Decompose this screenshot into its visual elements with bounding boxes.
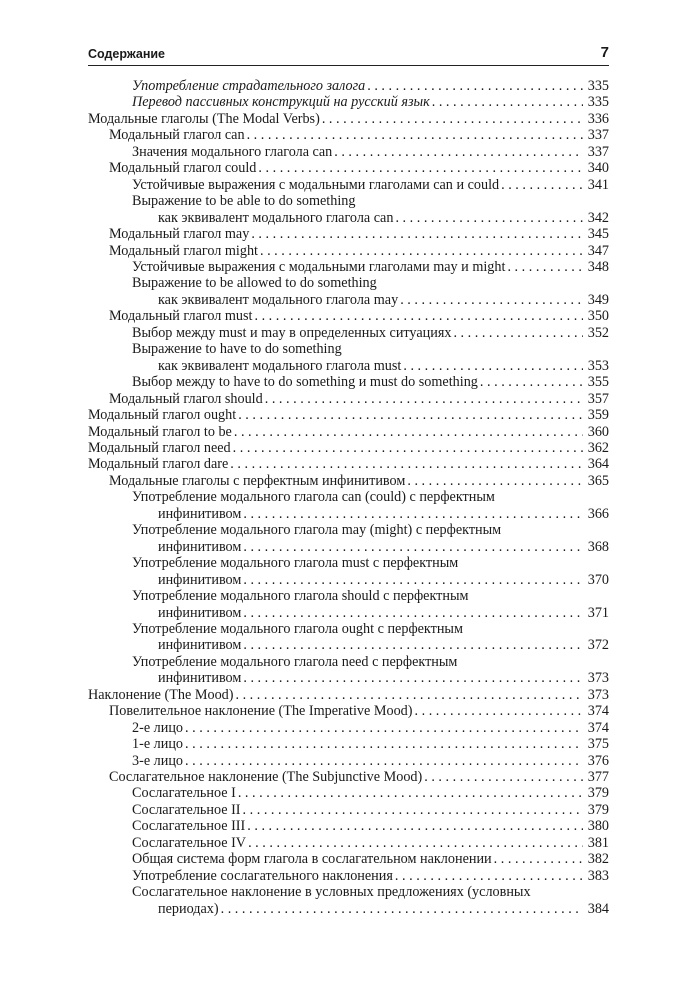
dot-leader [238, 407, 583, 423]
toc-entry [88, 720, 609, 736]
dot-leader [494, 851, 583, 867]
toc-entry-page: 341 [587, 176, 609, 193]
toc-entry-page: 337 [587, 127, 609, 144]
toc-entry [88, 94, 609, 110]
toc-entry [88, 391, 609, 407]
toc-entry [88, 736, 609, 752]
toc-entry-title: инфинитивом [158, 505, 242, 522]
toc-entry [88, 407, 609, 423]
toc-entry [88, 687, 609, 703]
toc-entry [88, 753, 609, 769]
toc-entry [88, 243, 609, 259]
dot-leader [247, 818, 583, 834]
toc-entry [88, 374, 609, 390]
toc-entry-title: Выражение to be allowed to do something [132, 275, 377, 292]
toc-entry [88, 901, 609, 917]
dot-leader [185, 720, 583, 736]
dot-leader [480, 374, 583, 390]
dot-leader [238, 785, 583, 801]
dot-leader [235, 687, 583, 703]
toc-entry-page: 336 [587, 110, 609, 127]
dot-leader [424, 769, 583, 785]
toc-entry [88, 127, 609, 143]
toc-entry-title: Выражение to be able to do something [132, 193, 356, 210]
toc-entry-title: Модальные глаголы (The Modal Verbs) [88, 110, 320, 127]
toc-entry-page: 353 [587, 357, 609, 374]
toc-entry-title: Употребление модального глагола should с перфектным [132, 588, 469, 605]
toc-entry [88, 572, 609, 588]
dot-leader [185, 753, 583, 769]
toc-entry-page: 382 [587, 851, 609, 868]
toc-entry-page: 360 [587, 423, 609, 440]
toc-entry-title: как эквивалент модального глагола may [158, 291, 399, 308]
toc-entry-page: 381 [587, 834, 609, 851]
toc-entry [88, 539, 609, 555]
toc-entry [88, 588, 609, 604]
toc-entry [88, 358, 609, 374]
toc-entry-page: 365 [587, 472, 609, 489]
toc-entry [88, 785, 609, 801]
toc-entry [88, 506, 609, 522]
dot-leader [243, 605, 583, 621]
dot-leader [395, 868, 583, 884]
toc-entry-page: 357 [587, 390, 609, 407]
dot-leader [258, 160, 583, 176]
toc-entry-page: 345 [587, 226, 609, 243]
toc-entry-page: 337 [587, 143, 609, 160]
toc-entry [88, 160, 609, 176]
toc-entry [88, 851, 609, 867]
toc-entry-page: 340 [587, 160, 609, 177]
toc-entry-title: Общая система форм глагола в сослагательном наклонении [132, 851, 492, 868]
toc-entry-title: Повелительное наклонение (The Imperative Mood) [109, 703, 413, 720]
toc-entry [88, 210, 609, 226]
toc-entry [88, 868, 609, 884]
toc-entry [88, 275, 609, 291]
toc-entry [88, 769, 609, 785]
toc-entry-title: 2-е лицо [132, 719, 184, 736]
dot-leader [243, 572, 583, 588]
toc-entry-page: 373 [587, 686, 609, 703]
toc-entry-title: Устойчивые выражения с модальными глаголами may и might [132, 258, 506, 275]
dot-leader [415, 703, 584, 719]
dot-leader [243, 670, 583, 686]
toc-entry-page: 372 [587, 637, 609, 654]
dot-leader [247, 127, 583, 143]
toc-entry [88, 621, 609, 637]
dot-leader [221, 901, 583, 917]
toc-entry-page: 342 [587, 209, 609, 226]
toc-entry-title: Модальный глагол can [109, 127, 245, 144]
dot-leader [403, 358, 583, 374]
toc-entry-page: 359 [587, 407, 609, 424]
dot-leader [234, 424, 583, 440]
toc-entry-title: Употребление модального глагола can (could) с перфектным [132, 489, 495, 506]
toc-entry-page: 368 [587, 538, 609, 555]
toc-entry-title: Модальный глагол need [88, 439, 231, 456]
toc-entry-page: 355 [587, 374, 609, 391]
toc-entry [88, 325, 609, 341]
toc-entry [88, 292, 609, 308]
toc-entry [88, 193, 609, 209]
dot-leader [507, 259, 583, 275]
toc-entry-page: 366 [587, 505, 609, 522]
toc-entry-page: 380 [587, 818, 609, 835]
toc-entry-title: Употребление модального глагола must с перфектным [132, 555, 459, 572]
dot-leader [260, 243, 583, 259]
toc-entry [88, 654, 609, 670]
toc-entry-title: Употребление страдательного залога [132, 78, 366, 94]
toc-entry [88, 670, 609, 686]
dot-leader [248, 835, 583, 851]
toc-entry-title: инфинитивом [158, 604, 242, 621]
toc-entry-title: Устойчивые выражения с модальными глаголами can и could [132, 176, 500, 193]
toc-entry [88, 78, 609, 94]
toc-entry-page: 348 [587, 258, 609, 275]
toc-entry [88, 259, 609, 275]
dot-leader [322, 111, 583, 127]
dot-leader [400, 292, 583, 308]
toc-entry-title: Модальный глагол might [109, 242, 258, 259]
toc-entry [88, 341, 609, 357]
dot-leader [432, 94, 583, 110]
table-of-contents [88, 78, 609, 917]
toc-entry-title: Модальный глагол to be [88, 423, 232, 440]
dot-leader [334, 144, 583, 160]
page-number: 7 [600, 44, 609, 61]
toc-entry [88, 177, 609, 193]
section-title: Содержание [88, 47, 166, 61]
dot-leader [367, 78, 583, 94]
dot-leader [395, 210, 583, 226]
toc-entry [88, 802, 609, 818]
toc-entry [88, 111, 609, 127]
toc-entry-title: Употребление модального глагола need с перфектным [132, 653, 458, 670]
toc-entry-title: Выбор между must и may в определенных ситуациях [132, 324, 452, 341]
toc-entry [88, 473, 609, 489]
toc-entry-title: периодах) [158, 900, 219, 917]
toc-entry-title: 3-е лицо [132, 752, 184, 769]
toc-entry-title: Употребление сослагательного наклонения [132, 867, 393, 884]
toc-entry [88, 818, 609, 834]
toc-entry-title: Перевод пассивных конструкций на русский язык [132, 94, 430, 111]
toc-entry [88, 884, 609, 900]
dot-leader [243, 506, 583, 522]
toc-entry-title: Употребление модального глагола may (might) с перфектным [132, 522, 502, 539]
toc-entry [88, 424, 609, 440]
toc-entry-title: Сослагательное наклонение в условных предложениях (условных [132, 884, 531, 901]
toc-entry-page: 379 [587, 785, 609, 802]
toc-entry-title: Модальный глагол should [109, 390, 263, 407]
toc-entry-page: 373 [587, 670, 609, 687]
toc-entry-title: Модальные глаголы с перфектным инфинитивом [109, 472, 406, 489]
toc-entry-title: инфинитивом [158, 538, 242, 555]
toc-entry-title: Сослагательное III [132, 818, 246, 835]
toc-entry-page: 384 [587, 900, 609, 917]
toc-entry-page: 335 [587, 94, 609, 111]
toc-entry [88, 637, 609, 653]
toc-entry-title: Выбор между to have to do something и must do something [132, 374, 478, 391]
toc-entry-page: 374 [587, 719, 609, 736]
toc-entry [88, 522, 609, 538]
dot-leader [185, 736, 583, 752]
toc-entry-title: Сослагательное II [132, 801, 241, 818]
toc-entry-title: Выражение to have to do something [132, 341, 342, 358]
toc-entry [88, 456, 609, 472]
dot-leader [230, 456, 583, 472]
toc-entry [88, 226, 609, 242]
toc-entry-page: 349 [587, 291, 609, 308]
toc-entry [88, 144, 609, 160]
toc-entry-title: инфинитивом [158, 670, 242, 687]
toc-entry [88, 605, 609, 621]
toc-entry-page: 383 [587, 867, 609, 884]
dot-leader [453, 325, 583, 341]
toc-entry-page: 352 [587, 324, 609, 341]
toc-entry-page: 379 [587, 801, 609, 818]
toc-entry [88, 703, 609, 719]
toc-entry [88, 489, 609, 505]
dot-leader [243, 539, 583, 555]
toc-entry-title: инфинитивом [158, 571, 242, 588]
toc-entry-title: Употребление модального глагола ought с перфектным [132, 620, 463, 637]
toc-entry-title: Сослагательное наклонение (The Subjunctive Mood) [109, 769, 423, 786]
toc-entry-title: инфинитивом [158, 637, 242, 654]
dot-leader [254, 308, 583, 324]
dot-leader [265, 391, 583, 407]
toc-entry-page: 362 [587, 439, 609, 456]
toc-entry-title: Модальный глагол dare [88, 456, 229, 473]
toc-entry [88, 308, 609, 324]
toc-entry-page: 364 [587, 456, 609, 473]
toc-entry-page: 347 [587, 242, 609, 259]
toc-entry-page: 374 [587, 703, 609, 720]
dot-leader [251, 226, 583, 242]
dot-leader [407, 473, 583, 489]
toc-entry-title: Модальный глагол could [109, 160, 257, 177]
toc-entry-title: Модальный глагол must [109, 308, 253, 325]
toc-entry-page: 350 [587, 308, 609, 325]
dot-leader [243, 802, 583, 818]
toc-entry-title: 1-е лицо [132, 736, 184, 753]
toc-entry-page: 370 [587, 571, 609, 588]
dot-leader [233, 440, 583, 456]
dot-leader [243, 637, 583, 653]
dot-leader [501, 177, 583, 193]
toc-entry-page: 335 [587, 78, 609, 94]
toc-entry [88, 555, 609, 571]
toc-entry-page: 377 [587, 769, 609, 786]
toc-entry-title: Модальный глагол may [109, 226, 250, 243]
toc-entry-page: 375 [587, 736, 609, 753]
toc-entry [88, 440, 609, 456]
running-header [88, 43, 609, 66]
toc-entry [88, 835, 609, 851]
toc-entry-title: Наклонение (The Mood) [88, 686, 234, 703]
toc-entry-title: Сослагательное IV [132, 834, 247, 851]
toc-entry-title: как эквивалент модального глагола must [158, 357, 402, 374]
toc-entry-title: Сослагательное I [132, 785, 236, 802]
toc-entry-title: как эквивалент модального глагола can [158, 209, 394, 226]
toc-entry-title: Модальный глагол ought [88, 407, 237, 424]
toc-entry-title: Значения модального глагола can [132, 143, 333, 160]
toc-entry-page: 376 [587, 752, 609, 769]
toc-entry-page: 371 [587, 604, 609, 621]
